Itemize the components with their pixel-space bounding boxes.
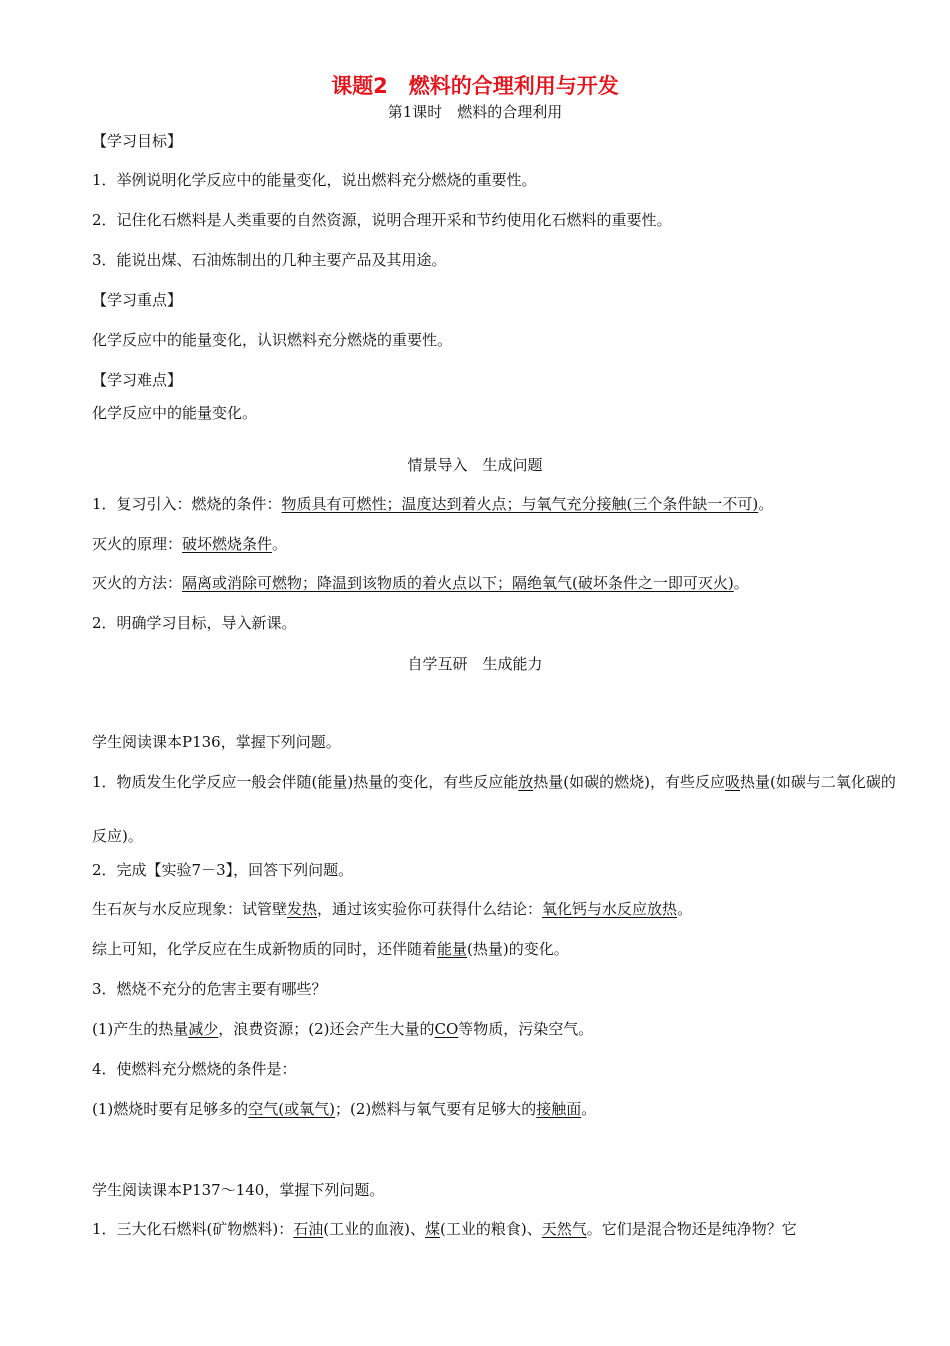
reading-intro-1: 学生阅读课本P136，掌握下列问题。 bbox=[92, 733, 341, 751]
extinguish-principle-answer: 破坏燃烧条件 bbox=[182, 535, 273, 553]
reading-intro-2: 学生阅读课本P137～140，掌握下列问题。 bbox=[92, 1181, 385, 1199]
extinguish-principle bbox=[92, 534, 287, 554]
difficulties-heading: 【学习难点】 bbox=[92, 371, 183, 389]
fossil-answer-coal: 煤 bbox=[424, 1220, 440, 1238]
fossil-fuels-text-2: (工业的血液)、 bbox=[323, 1220, 425, 1238]
punct: 。 bbox=[758, 495, 774, 513]
energy-change-text-3: 热量(如碳与二氧化碳的反应)。 bbox=[92, 773, 896, 845]
objective-item-3: 3．能说出煤、石油炼制出的几种主要产品及其用途。 bbox=[92, 251, 447, 269]
experiment-line: 2．完成【实验7－3】，回答下列问题。 bbox=[92, 861, 354, 879]
fossil-fuels-text-3: (工业的粮食)、 bbox=[440, 1220, 542, 1238]
summary-line bbox=[92, 939, 569, 959]
energy-answer-absorb: 吸 bbox=[725, 773, 741, 791]
punct: 。 bbox=[581, 1100, 597, 1118]
key-points-heading: 【学习重点】 bbox=[92, 291, 183, 309]
energy-change-text-2: 热量(如碳的燃烧)，有些反应 bbox=[533, 773, 725, 791]
harm-text-2: ，浪费资源；(2)还会产生大量的 bbox=[218, 1020, 435, 1038]
harm-answer-line bbox=[92, 1019, 593, 1039]
objective-item-2: 2．记住化石燃料是人类重要的自然资源，说明合理开采和节约使用化石燃料的重要性。 bbox=[92, 211, 672, 229]
objective-item-1: 1．举例说明化学反应中的能量变化，说出燃料充分燃烧的重要性。 bbox=[92, 171, 537, 189]
fossil-fuels-text: 1．三大化石燃料(矿物燃料)： bbox=[92, 1220, 294, 1238]
punct: 。 bbox=[733, 574, 749, 592]
full-combustion-text: (1)燃烧时要有足够多的 bbox=[92, 1100, 249, 1118]
full-combustion-answer-line bbox=[92, 1099, 596, 1119]
harm-answer-2: CO bbox=[434, 1020, 459, 1038]
combustion-conditions-label: 1．复习引入：燃烧的条件： bbox=[92, 495, 282, 513]
extinguish-methods-answer: 隔离或消除可燃物；降温到该物质的着火点以下；隔绝氧气(破坏条件之一即可灭火) bbox=[182, 574, 734, 592]
intro-goal: 2．明确学习目标，导入新课。 bbox=[92, 614, 297, 632]
full-combustion-text-2: ；(2)燃料与氧气要有足够大的 bbox=[334, 1100, 537, 1118]
punct: 。 bbox=[677, 900, 693, 918]
objectives-heading: 【学习目标】 bbox=[92, 132, 183, 150]
quicklime-answer-1: 发热 bbox=[287, 900, 318, 918]
quicklime-line bbox=[92, 899, 692, 919]
fossil-fuels-text-4: 。它们是混合物还是纯净物？它 bbox=[586, 1220, 797, 1238]
fossil-answer-gas: 天然气 bbox=[541, 1220, 587, 1238]
harm-question: 3．燃烧不充分的危害主要有哪些？ bbox=[92, 980, 327, 998]
combustion-conditions bbox=[92, 494, 773, 514]
section1-heading: 情景导入 生成问题 bbox=[407, 456, 543, 474]
quicklime-text-2: ，通过该实验你可获得什么结论： bbox=[317, 900, 543, 918]
summary-text: 综上可知，化学反应在生成新物质的同时，还伴随着 bbox=[92, 940, 438, 958]
fossil-fuels-line bbox=[92, 1219, 797, 1239]
quicklime-text: 生石灰与水反应现象：试管壁 bbox=[92, 900, 288, 918]
fossil-answer-oil: 石油 bbox=[293, 1220, 324, 1238]
extinguish-methods-label: 灭火的方法： bbox=[92, 574, 183, 592]
key-points-text: 化学反应中的能量变化，认识燃料充分燃烧的重要性。 bbox=[92, 331, 453, 349]
difficulties-text: 化学反应中的能量变化。 bbox=[92, 404, 258, 422]
extinguish-methods bbox=[92, 573, 749, 593]
full-combustion-answer-2: 接触面 bbox=[536, 1100, 582, 1118]
quicklime-answer-2: 氧化钙与水反应放热 bbox=[542, 900, 678, 918]
harm-text-3: 等物质，污染空气。 bbox=[458, 1020, 594, 1038]
energy-change-line bbox=[92, 755, 897, 863]
full-combustion-answer-1: 空气(或氧气) bbox=[248, 1100, 335, 1118]
punct: 。 bbox=[272, 535, 288, 553]
summary-text-2: (热量)的变化。 bbox=[467, 940, 569, 958]
page-title: 课题2 燃料的合理利用与开发 bbox=[331, 74, 619, 98]
energy-change-text: 1．物质发生化学反应一般会伴随(能量)热量的变化，有些反应能 bbox=[92, 773, 519, 791]
section2-heading: 自学互研 生成能力 bbox=[407, 655, 543, 673]
page-subtitle: 第1课时 燃料的合理利用 bbox=[387, 103, 563, 121]
extinguish-principle-label: 灭火的原理： bbox=[92, 535, 183, 553]
harm-text: (1)产生的热量 bbox=[92, 1020, 189, 1038]
combustion-conditions-answer: 物质具有可燃性；温度达到着火点；与氧气充分接触(三个条件缺一不可) bbox=[281, 495, 759, 513]
harm-answer-1: 减少 bbox=[188, 1020, 219, 1038]
summary-answer: 能量 bbox=[437, 940, 468, 958]
full-combustion-question: 4．使燃料充分燃烧的条件是： bbox=[92, 1060, 297, 1078]
energy-answer-release: 放 bbox=[518, 773, 534, 791]
